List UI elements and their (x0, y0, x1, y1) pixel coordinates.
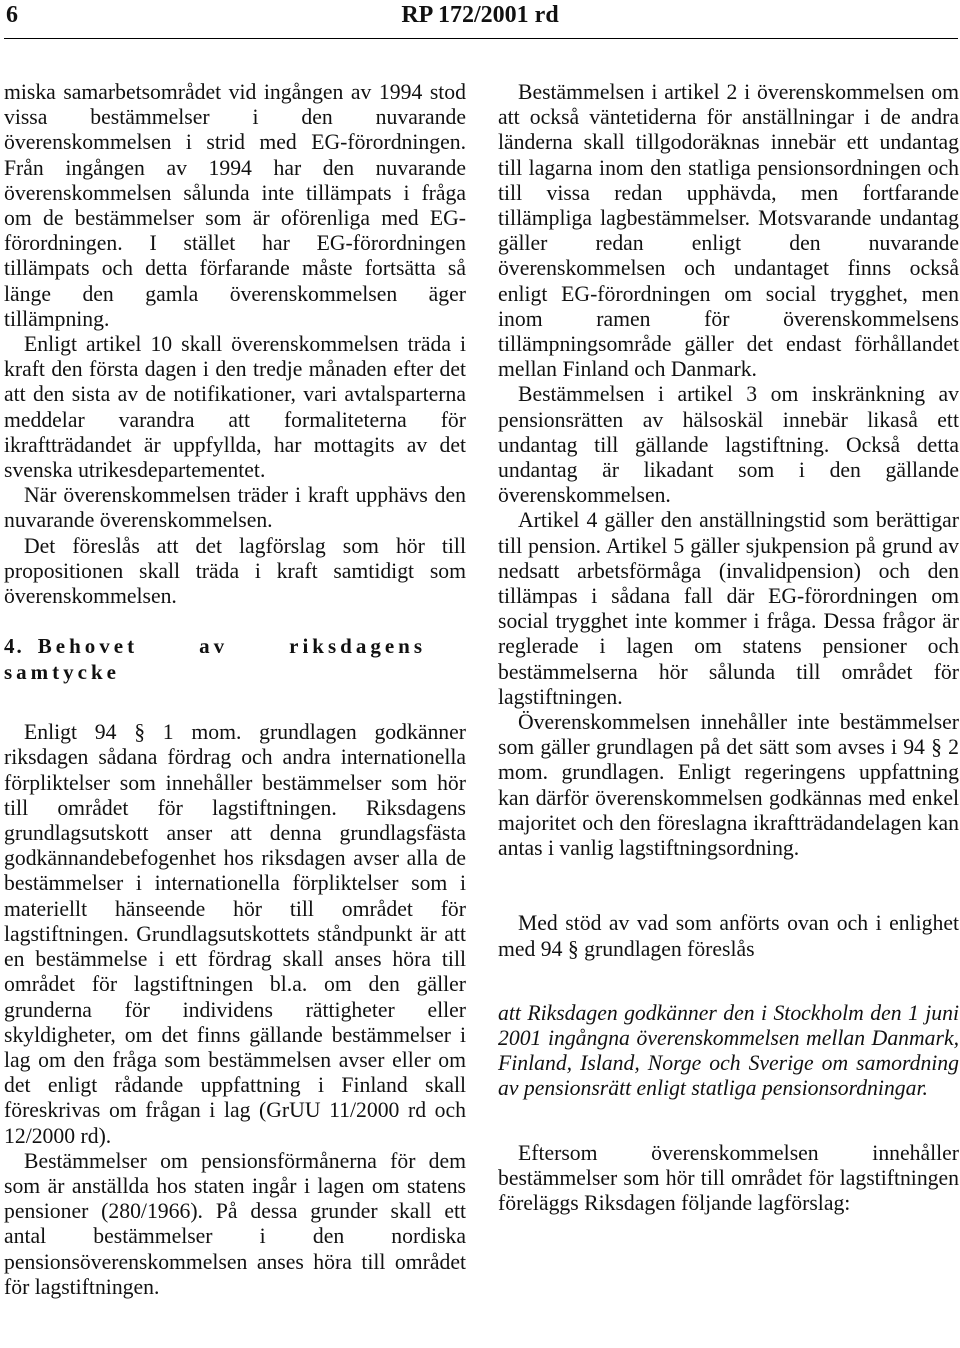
document-reference: RP 172/2001 rd (401, 2, 559, 28)
paragraph: Bestämmelser om pensionsförmånerna för dem som är anställda hos staten ingår i lagen om statens pensioner (280/1966). På dessa grunder skall ett antal bestämmelser i den nordiska pensionsöverenskommelsen anses höra till området för lagstiftningen. (4, 1148, 466, 1299)
section-heading (4, 633, 466, 685)
paragraph: Artikel 4 gäller den anställningstid som berättigar till pension. Artikel 5 gäller sjukpension på grund av nedsatt arbetsförmåga (invalidpension) och den tillämpas i sådana fall där EG-förordningen om social trygghet inte kommer i fråga. Dessa frågor är reglerade i lagen om statens pensioner och bestämmelserna hör sålunda till området för lagstiftningen. (498, 508, 959, 709)
paragraph: Det föreslås att det lagförslag som hör till propositionen skall träda i kraft samtidigt som överenskommelsen. (4, 533, 466, 609)
paragraph: Bestämmelsen i artikel 2 i överenskommelsen om att också väntetiderna för anställningar i de andra länderna skall tillgodoräknas innebär ett undantag till lagarna inom den statliga pensionsordningen och till vissa redan upphävda, men fortfarande tillämpliga lagbestämmelser. Motsvarande undantag gäller redan enligt den nuvarande överenskommelsen och undantaget finns också enligt EG-förordningen om social trygghet, men inom ramen för överenskommelsens tillämpningsområde gäller det endast förhållandet mellan Finland och Danmark. (498, 80, 959, 382)
paragraph: Med stöd av vad som anförts ovan och i enlighet med 94 § grundlagen föreslås (498, 911, 959, 961)
page-header (0, 0, 960, 40)
paragraph: Överenskommelsen innehåller inte bestämmelser som gäller grundlagen på det sätt som avses i 94 § 2 mom. grundlagen. Enligt regeringens uppfattning kan därför överenskommelsen godkännas med enkel majoritet och den föreslagna ikraftträdandelagen kan antas i vanlig lagstiftningsordning. (498, 710, 959, 861)
spacer (498, 1102, 959, 1141)
paragraph: Enligt artikel 10 skall överenskommelsen träda i kraft den första dagen i den tredje månaden efter det att den sista av de notifikationer, vari avtalsparterna meddelar varandra att formaliteterna för ikraftträdandet är uppfyllda, har mottagits av det svenska utrikesdepartementet. (4, 332, 466, 483)
header-rule (4, 38, 958, 39)
spacer (498, 962, 959, 1001)
paragraph: Bestämmelsen i artikel 3 om inskränkning av pensionsrätten av hälsoskäl innebär likaså ett undantag till gällande lagstiftning. Också detta undantag är likadant som i den gällande överenskommelsen. (498, 382, 959, 508)
right-column (498, 80, 959, 1216)
section-title: Behovet av riksdagens samtycke (4, 634, 426, 685)
paragraph: När överenskommelsen träder i kraft upphävs den nuvarande överenskommelsen. (4, 483, 466, 533)
page-number: 6 (6, 2, 18, 28)
paragraph: Enligt 94 § 1 mom. grundlagen godkänner riksdagen sådana fördrag och andra internationella förpliktelser som innehåller bestämmelser som hör till området för lagstiftningen. Riksdagens grundlagsutskott anser att denna grundlagsfästa godkännandebefogenhet hos riksdagen avser alla de bestämmelser i internationella förpliktelser som i materiellt hänseende hör till området för lagstiftningen. Grundlagsutskottets ståndpunkt är att en bestämmelse i ett fördrag skall anses höra till området för lagstiftningen bl.a. om den gäller grunderna för individens rättigheter eller skyldigheter, om det finns gällande bestämmelser i lag om den fråga som bestämmelsen avser eller om det enligt rådande uppfattning i Finland skall föreskrivas om frågan i lag (GrUU 11/2000 rd och 12/2000 rd). (4, 720, 466, 1148)
section-number: 4. (4, 634, 24, 659)
paragraph: miska samarbetsområdet vid ingången av 1994 stod vissa bestämmelser i den nuvarande överenskommelsen i strid med EG-förordningen. Från ingången av 1994 har den nuvarande överenskommelsen sålunda inte tillämpats i fråga om de bestämmelser som är oförenliga med EG-förordningen. I stället har EG-förordningen tillämpats och detta förfarande måste fortsätta så länge den gamla överenskommelsen äger tillämpning. (4, 80, 466, 331)
left-column (4, 80, 466, 1300)
paragraph: Eftersom överenskommelsen innehåller bestämmelser som hör till området för lagstiftningen föreläggs Riksdagen följande lagförslag: (498, 1140, 959, 1215)
spacer (498, 861, 959, 911)
proposal-clause: att Riksdagen godkänner den i Stockholm den 1 juni 2001 ingångna överenskommelsen mellan Danmark, Finland, Island, Norge och Sverige om samordning av pensionsrätt enligt statliga pensionsordningar. (498, 1000, 959, 1101)
